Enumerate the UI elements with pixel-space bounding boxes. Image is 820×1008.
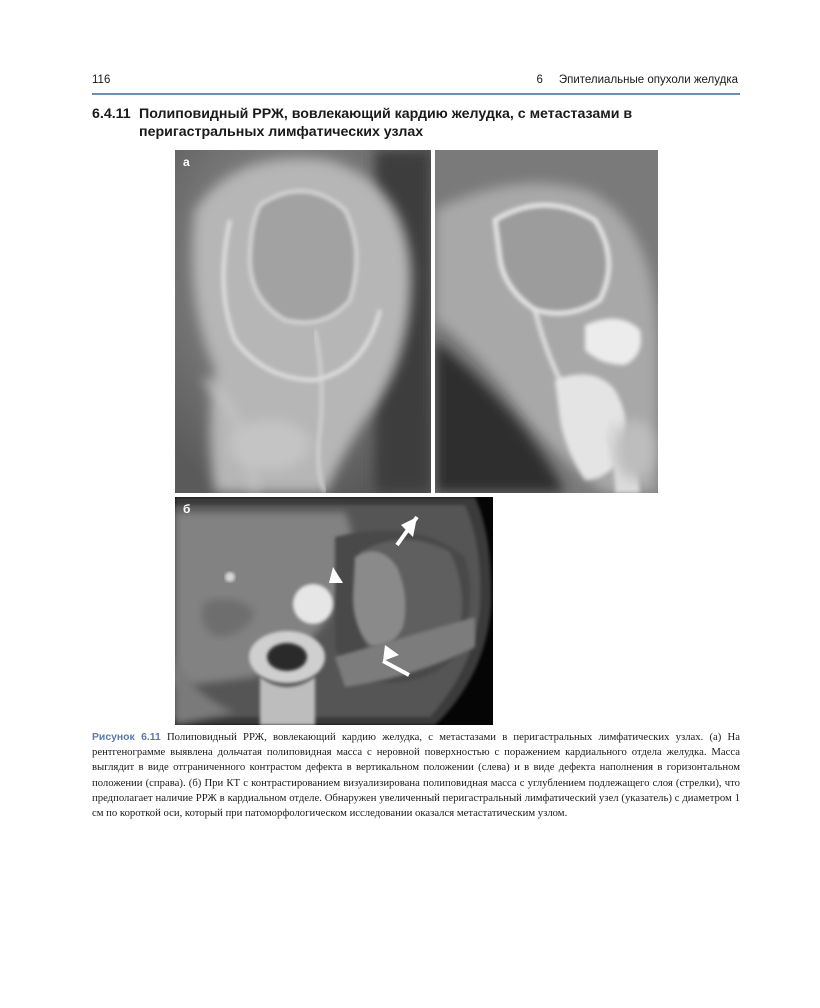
section-number: 6.4.11: [92, 106, 131, 122]
running-header: [92, 74, 738, 92]
panel-a-label: а: [183, 155, 190, 169]
xray-horizontal-image: [435, 150, 658, 493]
chapter-heading: [536, 74, 738, 86]
page-number: 116: [92, 74, 111, 86]
xray-upright-image: [175, 150, 431, 493]
header-rule: [92, 93, 740, 95]
panel-b-label: б: [183, 502, 191, 516]
caption-text: Полиповидный РРЖ, вовлекающий кардию желудка, с метастазами в перигастральных лимфатических узлах. (а) На рентгенограмме выявлена дольчатая полиповидная масса с неровной поверхностью с поражением кардиального отдела желудка. Масса выглядит в виде отграниченного контрастом дефекта в вертикальном положении (слева) и в виде дефекта наполнения в горизонтальном положении (справа). (б) При КТ с контрастированием визуализирована полиповидная масса с углублением подлежащего слоя (стрелки), что предполагает наличие РРЖ в кардиальном отделе. Обнаружен увеличенный перигастральный лимфатический узел (указатель) с диаметром 1 см по короткой оси, который при патоморфологическом исследовании оказался метастатическим узлом.: [92, 731, 740, 820]
chapter-title: Эпителиальные опухоли желудка: [558, 74, 738, 86]
ct-scan-image: [175, 497, 493, 725]
chapter-number: 6: [536, 74, 543, 86]
figure-caption: [92, 730, 740, 821]
section-title: Полиповидный РРЖ, вовлекающий кардию желудка, с метастазами в перигастральных лимфатических узлах: [139, 106, 633, 140]
caption-figure-label: Рисунок 6.11: [92, 732, 161, 743]
